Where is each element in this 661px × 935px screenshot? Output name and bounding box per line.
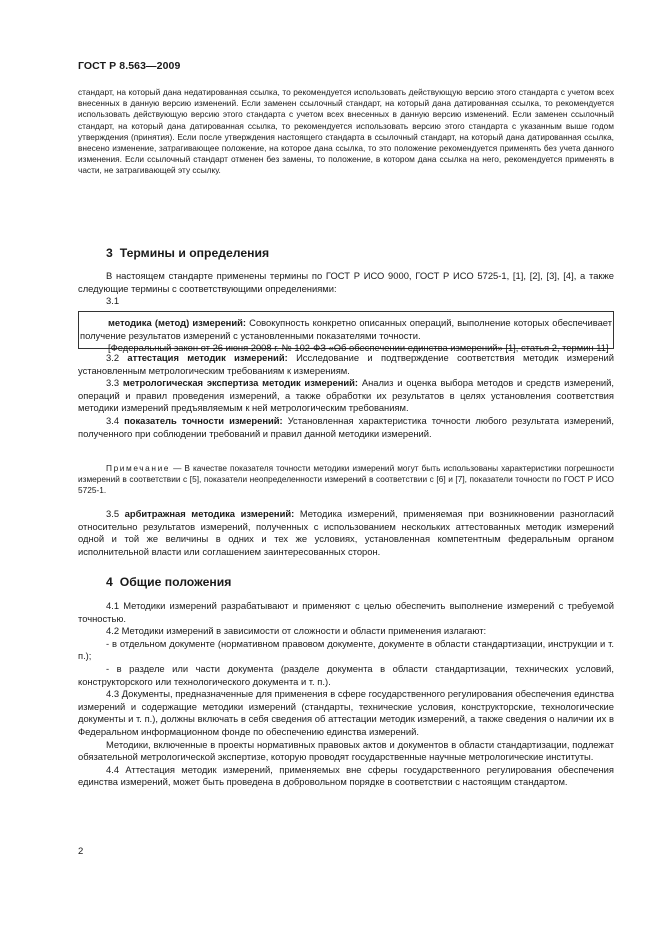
item-3-4 <box>78 415 614 440</box>
item-3-5 <box>78 508 614 558</box>
paragraph-4-3: 4.3 Документы, предназначенные для применения в сфере государственного регулирования обеспечения единства измерений и содержащие методики измерений (стандарты, технические условия, конструкторские, технологические документы и т. п.), должны включать в себя сведения об аттестации методик измерений, а также сведения о наличии их в Федеральном информационном фонде по обеспечению единства измерений. <box>78 688 614 737</box>
item-3-3-text: Анализ и оценка выбора методов и средств измерений, операций и правил проведения измерений, а также обработки их результатов в целях установления соответствия методики измерений предъявляемым к ней метрологическим требованиям. <box>78 377 614 414</box>
item-3-5-number: 3.5 <box>106 508 120 519</box>
intro-paragraph: стандарт, на который дана недатированная ссылка, то рекомендуется использовать действующую версию этого стандарта с учетом всех внесенных в данную версию изменений. Если заменен ссылочный стандарт, на который дана датированная ссылка, то рекомендуется использовать действующую версию этого стандарта с учетом всех внесенных в данную версию изменений. Если заменен ссылочный стандарт, на который дана датированная ссылка, то рекомендуется использовать версию этого стандарта с указанным выше годом утверждения (принятия). Если после утверждения настоящего стандарта в ссылочный стандарт, на который дана датированная ссылка, внесено изменение, затрагивающее положение, на которое дана ссылка, то это положение рекомендуется применять без учета данного изменения. Если ссылочный стандарт отменен без замены, то положение, в котором дана ссылка на него, рекомендуется применять в части, не затрагивающей эту ссылку. <box>78 87 614 176</box>
section-3-title: Термины и определения <box>119 246 270 260</box>
term-definition-box <box>78 311 614 354</box>
list-item-dash-1: - в отдельном документе (нормативном правовом документе, документе в области стандартизации, инструкции и т. п.); <box>78 637 614 662</box>
section-4-heading <box>106 575 231 589</box>
paragraph-4-2: 4.2 Методики измерений в зависимости от сложности и области применения излагают: <box>106 625 487 637</box>
note-label: Примечание <box>106 463 171 473</box>
paragraph-4-1: 4.1 Методики измерений разрабатывают и применяют с целью обеспечить выполнение измерений с требуемой точностью. <box>78 600 614 624</box>
item-3-5-block <box>78 508 614 558</box>
paragraph-4-4: 4.4 Аттестация методик измерений, применяемых вне сферы государственного регулирования обеспечения единства измерений, может быть проведена в добровольном порядке в соответствии с настоящим стандартом. <box>78 763 614 788</box>
item-3-4-number: 3.4 <box>106 414 120 426</box>
note-block <box>78 463 614 497</box>
item-3-2 <box>78 352 614 377</box>
box-definition-text: Совокупность конкретно описанных операций, выполнение которых обеспечивает получение результатов измерений с установленными показателями точности. <box>80 317 612 341</box>
section-4-body <box>78 600 614 789</box>
section-3-lead-block <box>78 270 614 308</box>
item-3-4-term: показатель точности измерений: <box>124 414 283 426</box>
section-3-heading <box>106 246 269 260</box>
section-4-number: 4 <box>106 575 113 589</box>
section-3-number: 3 <box>106 246 113 260</box>
box-term: методика (метод) измерений: <box>108 317 246 328</box>
item-3-2-text: Исследование и подтверждение соответствия методик измерений установленным метрологическим требованиям к измерениям. <box>78 352 614 376</box>
item-3-5-text: Методика измерений, применяемая при возникновении разногласий относительно результатов измерений, полученных с использованием нескольких аттестованных методик измерений одной и той же величины в одних и тех же условиях, установленная компетентным федеральным органом исполнительной власти или соглашением заинтересованных сторон. <box>78 508 614 557</box>
note-paragraph <box>78 463 614 497</box>
section-4-title: Общие положения <box>119 575 232 589</box>
intro-paragraph-block <box>78 87 614 177</box>
box-source: [Федеральный закон от 26 июня 2008 г. № 102-ФЗ «Об обеспечении единства измерений» [1], статья 2, термин 11] <box>108 342 609 354</box>
document-header: ГОСТ Р 8.563—2009 <box>78 60 181 72</box>
box-definition <box>79 317 613 342</box>
page-number: 2 <box>78 846 84 857</box>
item-3-3-number: 3.3 <box>106 377 120 389</box>
item-3-2-number: 3.2 <box>106 352 120 363</box>
section-3-items-block <box>78 352 614 440</box>
note-text: — В качестве показателя точности методики измерений могут быть использованы характеристики погрешности измерений в соответствии с [5], показатели неопределенности измерений в соответствии с [6] и [7], показатели точности по ГОСТ Р ИСО 5725-1. <box>78 463 614 496</box>
item-3-5-term: арбитражная методика измерений: <box>124 508 295 519</box>
item-3-3 <box>78 377 614 415</box>
item-3-1-number: 3.1 <box>106 295 120 307</box>
section-3-lead: В настоящем стандарте применены термины по ГОСТ Р ИСО 9000, ГОСТ Р ИСО 5725-1, [1], [2], [3], [4], а также следующие термины с соответствующими определениями: <box>78 270 614 294</box>
list-item-dash-2: - в разделе или части документа (разделе документа в области стандартизации, технических условий, конструкторского или технологического документа и т. п.). <box>78 662 614 687</box>
item-3-4-text: Установленная характеристика точности любого результата измерений, полученного при соблюдении требований и правил данной методики измерений. <box>78 414 614 439</box>
paragraph-4-3b: Методики, включенные в проекты нормативных правовых актов и документов в области стандартизации, подлежат обязательной метрологической экспертизе, которую проводят государственные научные метрологические институты. <box>78 738 614 763</box>
item-3-2-term: аттестация методик измерений: <box>127 352 288 363</box>
item-3-3-term: метрологическая экспертиза методик измерений: <box>122 377 359 389</box>
